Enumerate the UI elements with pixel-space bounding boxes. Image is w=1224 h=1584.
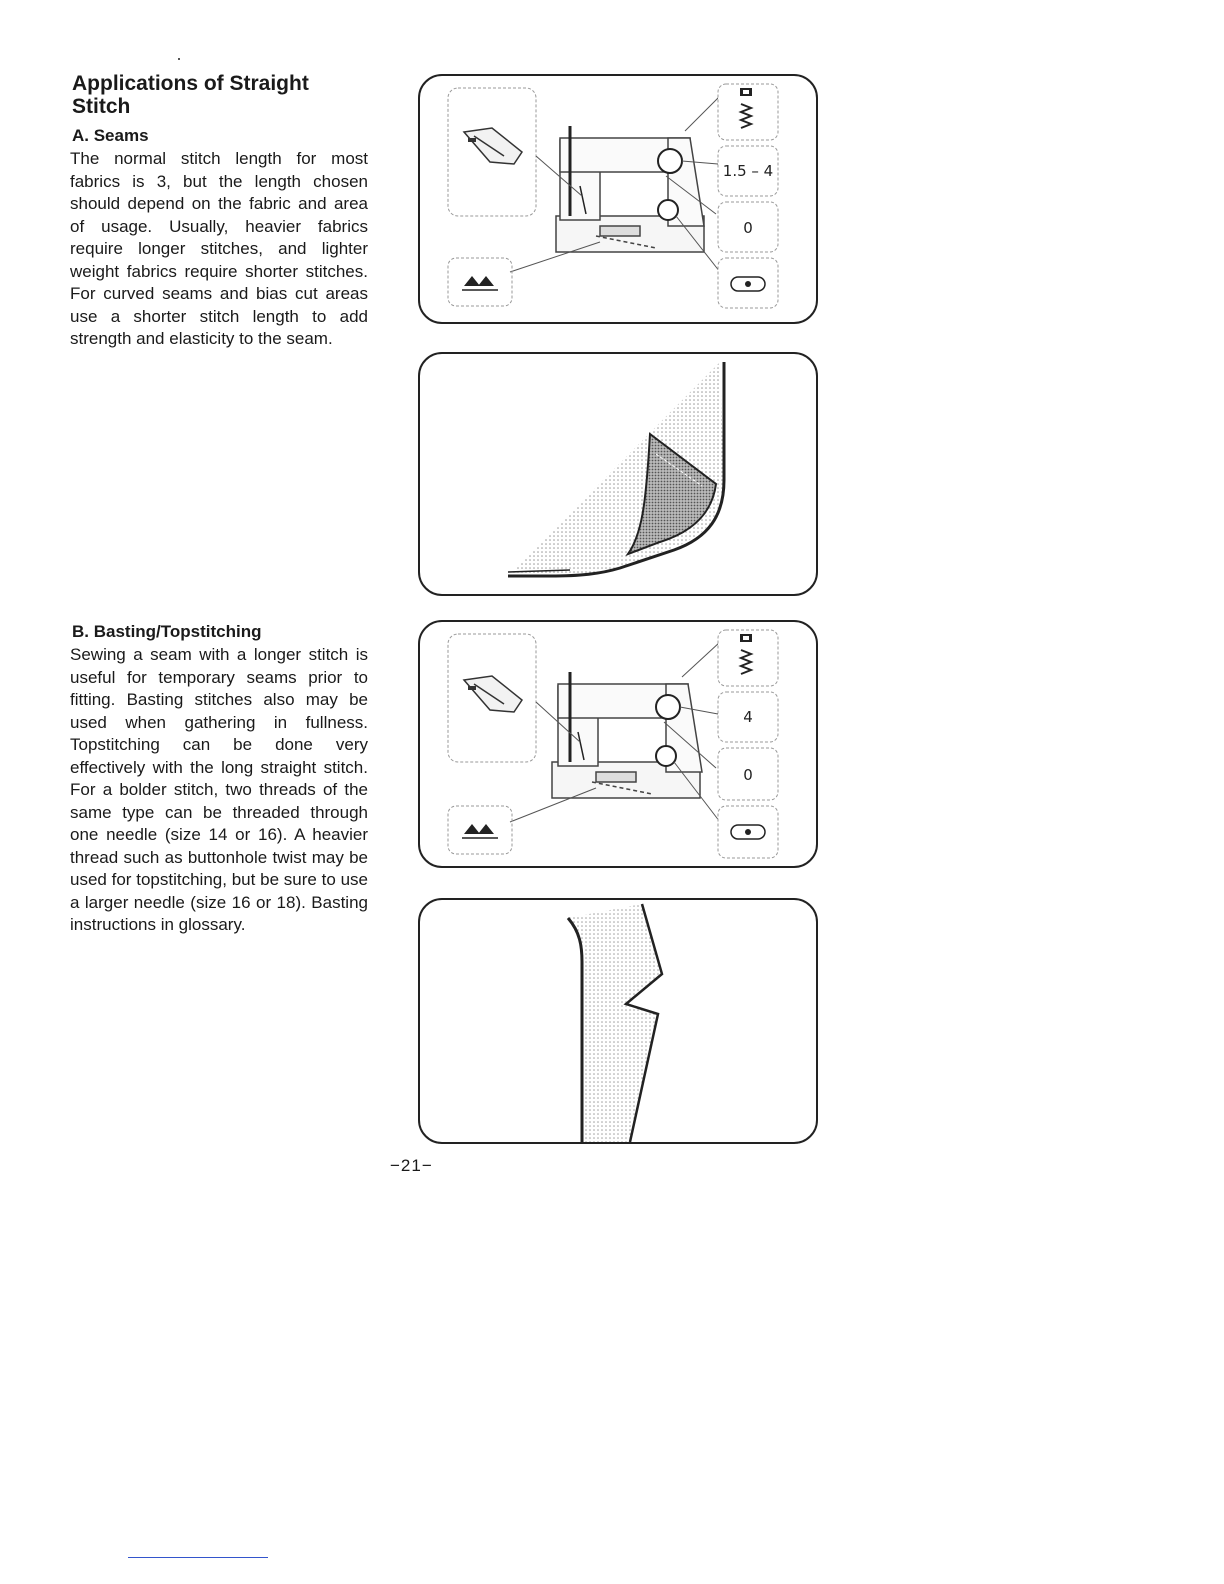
sewing-machine-illustration [552, 672, 702, 798]
figure-a-machine-settings [418, 74, 818, 324]
footer-rule [128, 1557, 268, 1558]
section-a-heading: A. Seams [72, 126, 149, 145]
figure-b-stitch-length: 4 [743, 708, 753, 726]
figure-b-stitch-width: 0 [743, 766, 753, 784]
section-a-body: The normal stitch length for most fabrics is 3, but the length chosen should depend on the fabric and area of usage. Usually, heavier fabrics require longer stitches, and lighter weight fabrics require shorter stitches. For curved seams and bias cut areas use a shorter stitch length to add strength and elasticity to the seam. [70, 149, 368, 348]
section-b-body: Sewing a seam with a longer stitch is useful for temporary seams prior to fitting. Basting stitches also may be used when gathering in fullness. Topstitching can be done very effectively with the long straight stitch. For a bolder stitch, two threads of the same type can be threaded through one needle (size 14 or 16). A heavier thread such as buttonhole twist may be used for topstitching, but be sure to use a larger needle (size 16 or 18). Basting instructions in glossary. [70, 645, 368, 934]
section-b-heading: B. Basting/Topstitching [72, 622, 262, 641]
page-title: Applications of Straight Stitch [72, 72, 309, 118]
feed-dogs-up-icon [464, 276, 494, 286]
figure-a-stitch-width: 0 [743, 219, 753, 237]
sewing-machine-illustration [556, 126, 704, 252]
presser-foot-icon [464, 676, 522, 712]
page-number: −21− [390, 1156, 433, 1175]
figure-curved-seam-fabric [418, 352, 818, 596]
figure-a-stitch-length: 1.5 – 4 [722, 162, 774, 180]
presser-foot-icon [464, 128, 522, 164]
figure-b-machine-settings [418, 620, 818, 868]
stray-mark [178, 58, 180, 60]
needle-position-center-icon [731, 825, 765, 839]
needle-position-center-icon [731, 277, 765, 291]
figure-topstitch-fabric [418, 898, 818, 1144]
feed-dogs-up-icon [464, 824, 494, 834]
